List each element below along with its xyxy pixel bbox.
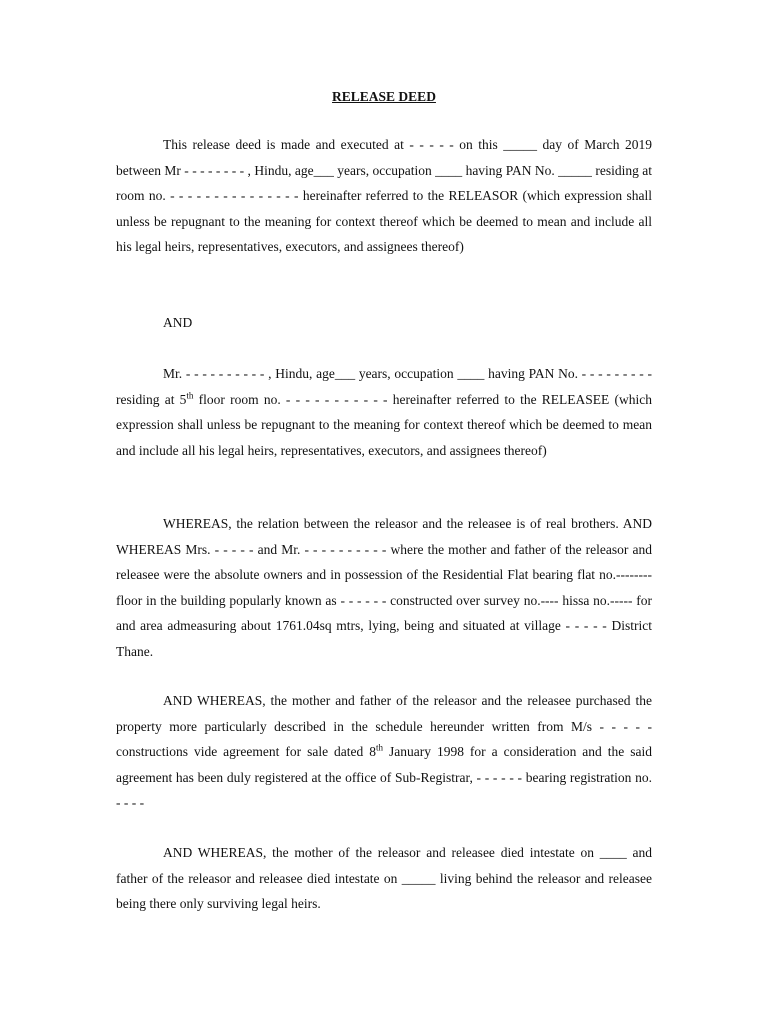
purchase-text-part2: January 1998 for a consideration and the said agreement has been duly registered at the office of Sub-Registrar, - - - - - - bearing registration no. - - - - [116, 744, 652, 810]
releasee-text-part2: floor room no. - - - - - - - - - - - hereinafter referred to the RELEASEE (which expression shall unless be repugnant to the meaning for context thereof which be deemed to mean and include all his legal heirs, representatives, executors, and assignees thereof) [116, 391, 652, 458]
purchase-text-part1: AND WHEREAS, the mother and father of the releasor and the releasee purchased the property more particularly described in the schedule hereunder written from M/s - - - - - constructions vide agreement for sale dated 8 [116, 693, 652, 759]
ordinal-suffix: th [186, 390, 194, 400]
whereas-purchase-paragraph [116, 688, 652, 816]
ordinal-suffix: th [376, 742, 384, 753]
whereas-relation-paragraph: WHEREAS, the relation between the releasor and the releasee is of real brothers. AND WHEREAS Mrs. - - - - - and Mr. - - - - - - - - - - where the mother and father of the releasor and releasee were the absolute owners and in possession of the Residential Flat bearing flat no.-------- floor in the building popularly known as - - - - - - constructed over survey no.---- hissa no.----- for and area admeasuring about 1761.04sq mtrs, lying, being and situated at village - - - - - District Thane. [116, 516, 652, 659]
whereas-intestate-paragraph: AND WHEREAS, the mother of the releasor and releasee died intestate on ____ and father of the releasor and releasee died intestate on _____ living behind the releasor and releasee being there only surviving legal heirs. [116, 845, 652, 911]
document-title: RELEASE DEED [332, 89, 436, 104]
opening-paragraph: This release deed is made and executed at - - - - - on this _____ day of March 2019 between Mr - - - - - - - - , Hindu, age___ years, occupation ____ having PAN No. _____ residing at room no. - - - - - - - - - - - - - - - hereinafter referred to the RELEASOR (which expression shall unless be repugnant to the meaning for context thereof which be deemed to mean and include all his legal heirs, representatives, executors, and assignees thereof) [116, 137, 652, 254]
and-separator: AND [163, 315, 193, 330]
releasee-text-part1: Mr. - - - - - - - - - - , Hindu, age___ years, occupation ____ having PAN No. - - - - - - - - - residing at 5 [116, 366, 652, 407]
releasee-paragraph [116, 361, 652, 463]
